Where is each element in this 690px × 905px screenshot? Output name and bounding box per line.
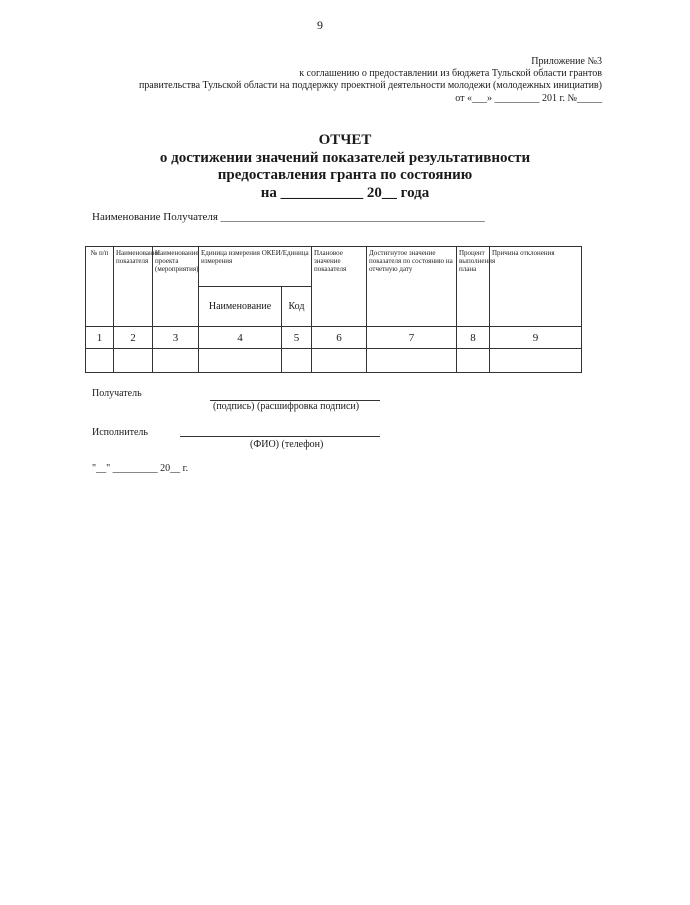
table-cell — [282, 349, 312, 373]
col-number: 2 — [114, 327, 153, 349]
date-line: "__" _________ 20__ г. — [92, 463, 189, 474]
report-date-line: на ___________ 20__ года — [260, 185, 430, 201]
header-unit-code: Код — [282, 287, 312, 327]
header-reason: Причина отклонения — [490, 247, 582, 327]
appendix-date-line: от «___» _________ 201 г. №_____ — [455, 93, 602, 104]
appendix-government-line: правительства Тульской области на поддержку проектной деятельности молодежи (молодежных инициатив) — [138, 80, 602, 91]
table-cell — [153, 349, 199, 373]
page-number: 9 — [317, 18, 323, 32]
document-title: ОТЧЕТ — [318, 132, 372, 148]
recipient-name-line: Наименование Получателя ________________________________________________ — [92, 211, 485, 223]
column-number-row — [86, 327, 582, 349]
table-cell — [312, 349, 367, 373]
document-subtitle: о достижении значений показателей результативности — [159, 150, 531, 166]
col-number: 4 — [199, 327, 282, 349]
col-number: 6 — [312, 327, 367, 349]
header-indicator-name: Наименование показателя — [114, 247, 153, 327]
col-number: 8 — [457, 327, 490, 349]
appendix-agreement-line: к соглашению о предоставлении из бюджета Тульской области грантов — [299, 68, 602, 79]
document-subtitle-2: предоставления гранта по состоянию — [217, 167, 473, 183]
report-table — [85, 246, 582, 373]
col-number: 7 — [367, 327, 457, 349]
header-project-name: Наименование проекта (мероприятия) — [153, 247, 199, 327]
executor-signature-caption: (ФИО) (телефон) — [250, 439, 324, 450]
recipient-signature-caption: (подпись) (расшифровка подписи) — [213, 401, 360, 412]
table-cell — [367, 349, 457, 373]
col-number: 3 — [153, 327, 199, 349]
header-excess: Процент выполнения плана — [457, 247, 490, 327]
table-cell — [490, 349, 582, 373]
col-number: 5 — [282, 327, 312, 349]
table-cell — [457, 349, 490, 373]
header-num: № п/п — [86, 247, 114, 327]
appendix-label: Приложение №3 — [531, 56, 602, 67]
col-number: 9 — [490, 327, 582, 349]
table-cell — [114, 349, 153, 373]
col-number: 1 — [86, 327, 114, 349]
table-row — [86, 349, 582, 373]
table-cell — [86, 349, 114, 373]
header-planned: Плановое значение показателя — [312, 247, 367, 327]
header-unit-name: Наименование — [199, 287, 282, 327]
executor-label: Исполнитель — [92, 427, 148, 438]
executor-signature-line — [180, 436, 380, 437]
header-achieved: Достигнутое значение показателя по состоянию на отчетную дату — [367, 247, 457, 327]
header-unit: Единица измерения ОКЕИ/Единица измерения — [199, 247, 312, 287]
recipient-label: Получатель — [92, 388, 142, 399]
table-cell — [199, 349, 282, 373]
